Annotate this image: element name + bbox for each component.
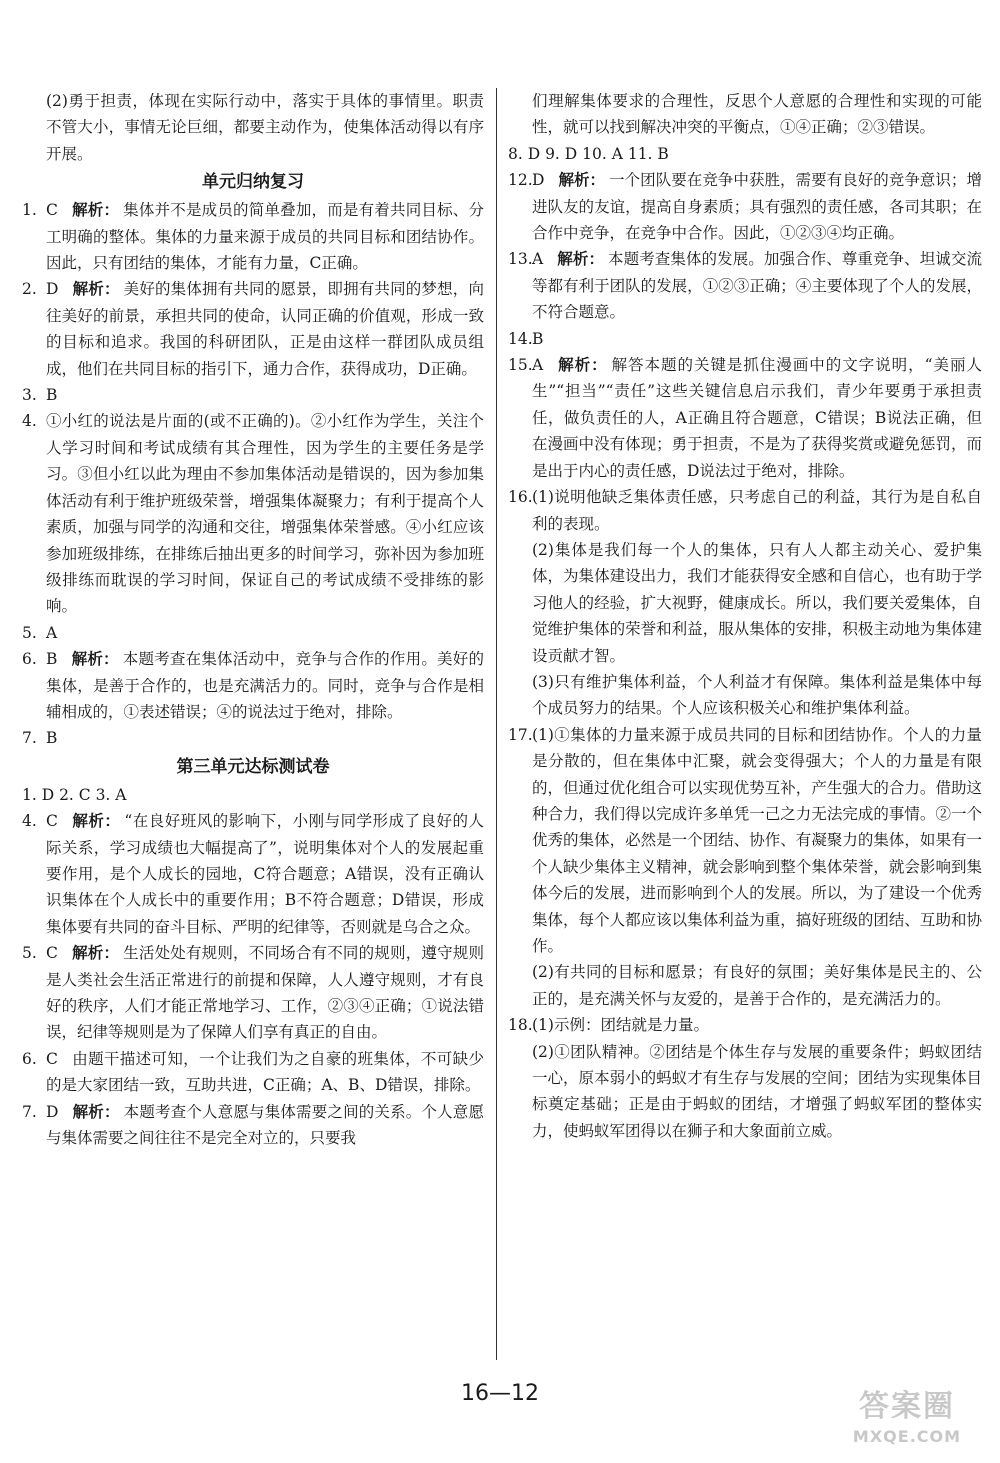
section-title-unit-review: 单元归纳复习 — [202, 172, 304, 193]
continuation-paragraph: 们理解集体要求的合理性，反思个人意愿的合理性和实现的可能性，就可以找到解决冲突的平衡点，①④正确；②③错误。 — [532, 92, 982, 137]
watermark-url: MXQE.COM — [852, 1427, 962, 1446]
answer-item: 5. A — [22, 623, 58, 642]
answer-item-18: 18. (1)示例：团结就是力量。 — [508, 1016, 709, 1035]
watermark-title: 答案圈 — [859, 1389, 955, 1424]
page-number: 16—12 — [461, 1381, 539, 1406]
answer-item: 2. D 解析： 美好的集体拥有共同的愿景，即拥有共同的梦想，向往美好的前景，承担共同的使命，认同正确的价值观，形成一致的目标和追求。我国的科研团队，正是由这样一群团队成员组成，他们在共同目标的指引下，通力合作，获得成功，D正确。 — [22, 280, 484, 378]
left-column — [22, 88, 484, 1151]
answer-item: 5. C 解析： 生活处处有规则，不同场合有不同的规则，遵守规则是人类社会生活正常进行的前提和保障，人人遵守规则，才有良好的秩序，人们才能正常地学习、工作，②③④正确；①说法错误，纪律等规则是为了保障人们享有真正的自由。 — [22, 944, 484, 1042]
answer-item: 14. B — [508, 329, 544, 348]
answer-item: 4. C 解析： “在良好班风的影响下，小刚与同学形成了良好的人际关系，学习成绩也大幅提高了”，说明集体对个人的发展起重要作用，是个人成长的园地，C符合题意；A错误，没有正确认识集体在个人成长中的重要作用；B不符合题意；D错误，形成集体要有共同的奋斗目标、严明的纪律等，否则就是乌合之众。 — [22, 812, 484, 936]
answer-item: 7. D 解析： 本题考查个人意愿与集体需要之间的关系。个人意愿与集体需要之间往往不是完全对立的，只要我 — [22, 1102, 484, 1148]
answer-item: 15. A 解析： 解答本题的关键是抓住漫画中的文字说明，“美丽人生”“担当”“责任”这些关键信息启示我们，青少年要勇于承担责任，做负责任的人，A正确且符合题意，C错误；B说法正确，但在漫画中没有体现；勇于担责，不是为了获得奖赏或避免惩罚，而是出于内心的责任感，D说法过于绝对，排除。 — [508, 356, 982, 480]
answer-subparagraph: (2)①团队精神。②团结是个体生存与发展的重要条件；蚂蚁团结一心，原本弱小的蚂蚁才有生存与发展的空间；团结为实现集体目标奠定基础；正是由于蚂蚁的团结，才增强了蚂蚁军团的整体实力，使蚂蚁军团得以在狮子和大象面前立威。 — [532, 1042, 982, 1140]
answer-row: 1. D 2. C 3. A — [22, 785, 127, 804]
answer-item: 7. B — [22, 729, 58, 748]
answer-item: 13. A 解析： 本题考查集体的发展。加强合作、尊重竞争、坦诚交流等都有利于团队的发展，①②③正确；④主要体现了个人的发展，不符合题意。 — [508, 250, 982, 322]
answer-item: 6. B 解析： 本题考查在集体活动中，竞争与合作的作用。美好的集体，是善于合作的，也是充满活力的。同时，竞争与合作是相辅相成的，①表述错误；④的说法过于绝对，排除。 — [22, 650, 484, 721]
section-title-unit-test: 第三单元达标测试卷 — [176, 756, 330, 777]
right-column — [508, 88, 982, 1144]
answer-item: 3. B — [22, 386, 58, 405]
continuation-paragraph: (2)勇于担责，体现在实际行动中，落实于具体的事情里。职责不管大小，事情无论巨细，都要主动作为，使集体活动得以有序开展。 — [46, 92, 484, 163]
column-divider — [496, 88, 497, 1360]
answer-subparagraph: (2)集体是我们每一个人的集体，只有人人都主动关心、爱护集体，为集体建设出力，我们才能获得安全感和自信心，也有助于学习他人的经验，扩大视野，健康成长。所以，我们要关爱集体，自觉维护集体的荣誉和利益，服从集体的安排，积极主动地为集体建设贡献才智。 — [532, 540, 982, 665]
answer-row: 8. D 9. D 10. A 11. B — [508, 144, 669, 163]
watermark-logo — [832, 1388, 982, 1458]
answer-subparagraph: (3)只有维护集体利益，个人利益才有保障。集体利益是集体中每个成员努力的结果。个人应该积极关心和维护集体利益。 — [532, 672, 982, 718]
answer-item-17: 17. (1)①集体的力量来源于成员共同的目标和团结协作。个人的力量是分散的，但在集体中汇聚，就会变得强大；个人的力量是有限的，但通过优化组合可以实现优势互补，产生强大的合力。借助这种合力，我们得以完成许多单凭一己之力无法完成的事情。②一个优秀的集体，必然是一个团结、协作、有凝聚力的集体，如果有一个人缺少集体主义精神，就会影响到整个集体荣誉，就会影响到集体今后的发展，进而影响到个人的发展。所以，为了建设一个优秀集体，每个人都应该以集体利益为重，搞好班级的团结、互助和协作。 — [508, 725, 982, 955]
answer-item-16: 16. (1)说明他缺乏集体责任感，只考虑自己的利益，其行为是自私自利的表现。 — [508, 488, 982, 533]
answer-subparagraph: (2)有共同的目标和愿景；有良好的氛围；美好集体是民主的、公正的，是充满关怀与友爱的，是善于合作的，是充满活力的。 — [532, 963, 982, 1008]
answer-item: 12. D 解析： 一个团队要在竞争中获胜，需要有良好的竞争意识；增进队友的友谊，提高自身素质；具有强烈的责任感，各司其职；在合作中竞争，在竞争中合作。因此，①②③④均正确。 — [508, 171, 982, 243]
answer-item: 4. ①小红的说法是片面的(或不正确的)。②小红作为学生，关注个人学习时间和考试成绩有其合理性，因为学生的主要任务是学习。③但小红以此为理由不参加集体活动是错误的，因为参加集体活动有利于维护班级荣誉，增强集体凝聚力；有利于提高个人素质，加强与同学的沟通和交往，增强集体荣誉感。④小红应该参加班级排练，在排练后抽出更多的时间学习，弥补因为参加班级排练而耽误的学习时间，保证自己的考试成绩不受排练的影响。 — [22, 412, 484, 616]
answer-item: 1. C 解析： 集体并不是成员的简单叠加，而是有着共同目标、分工明确的整体。集体的力量来源于成员的共同目标和团结协作。因此，只有团结的集体，才能有力量，C正确。 — [22, 201, 484, 273]
answer-item: 6. C 由题干描述可知，一个让我们为之自豪的班集体，不可缺少的是大家团结一致，互助共进，C正确；A、B、D错误，排除。 — [22, 1049, 484, 1095]
